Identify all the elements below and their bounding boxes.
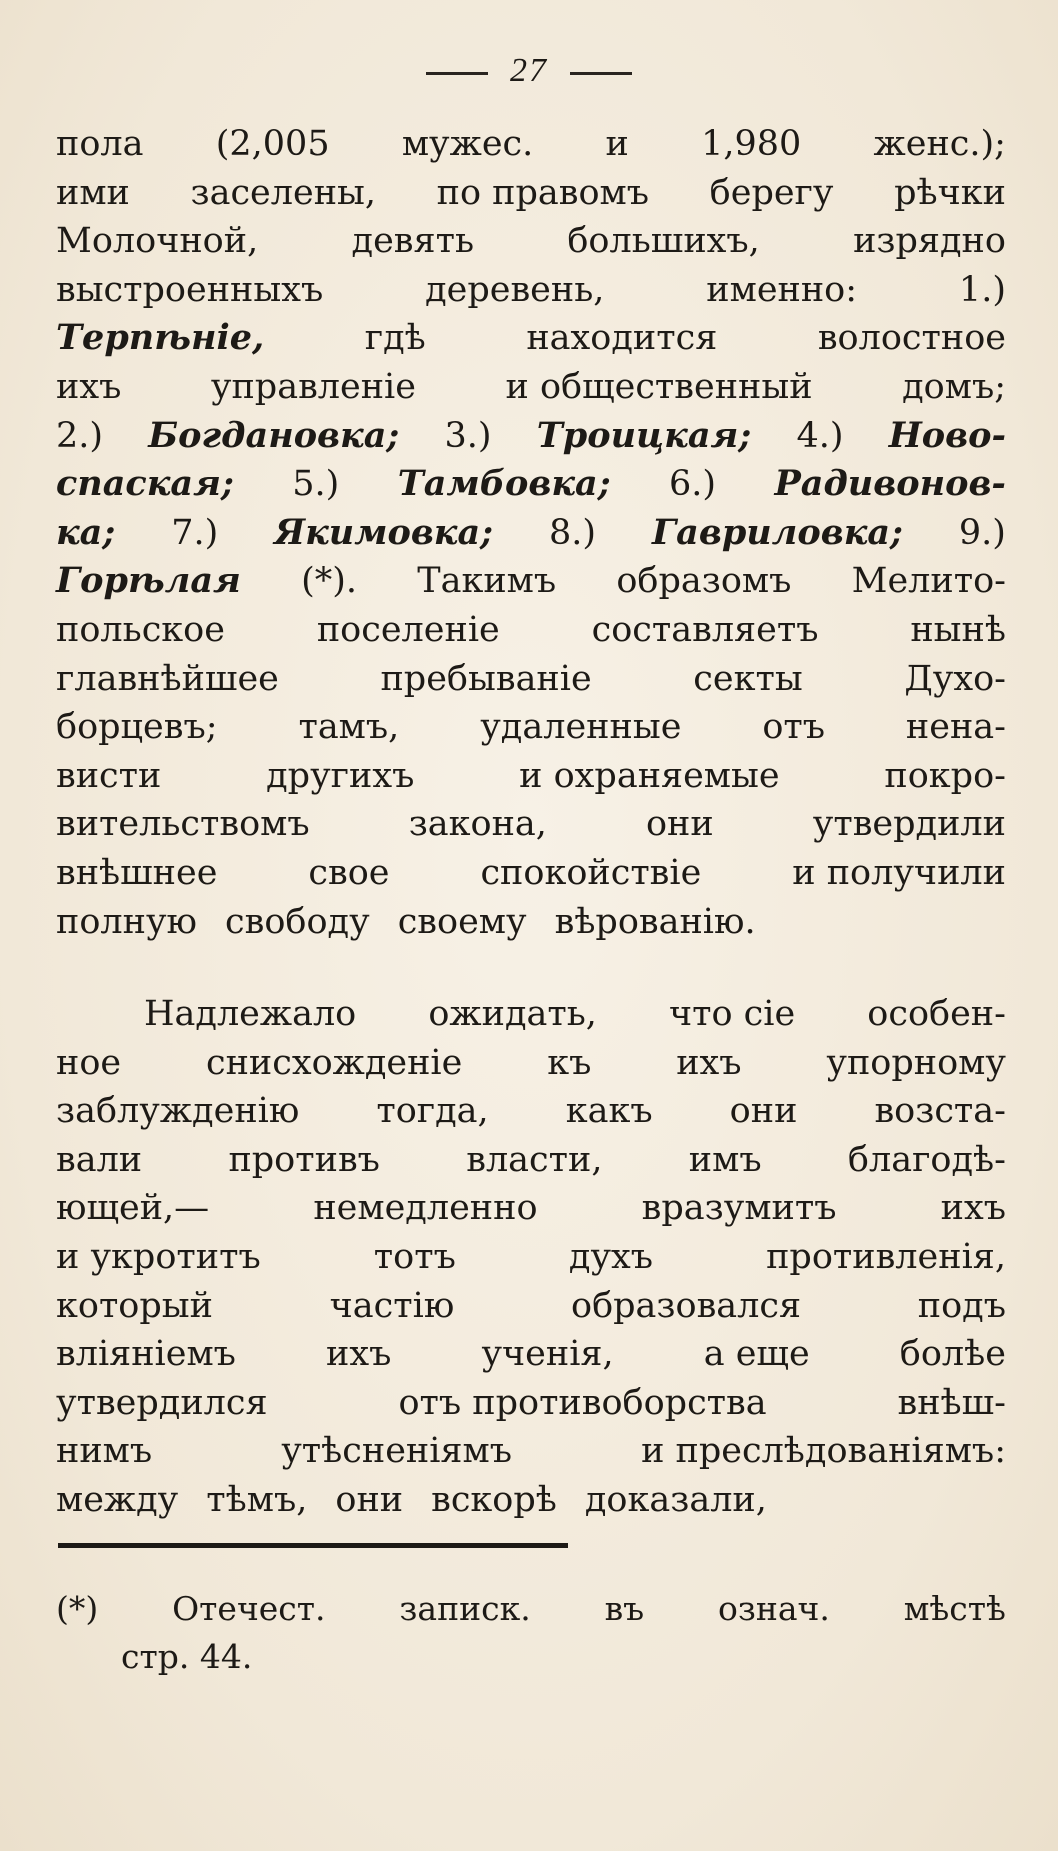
word: внѣшнее xyxy=(56,852,218,893)
footnote-line-2: стр. 44. xyxy=(121,1637,253,1676)
word: ученія, xyxy=(481,1334,614,1375)
word: тогда, xyxy=(376,1091,489,1132)
word: заблужденію xyxy=(56,1091,300,1132)
word: по правомъ xyxy=(436,172,650,213)
word: благодѣ- xyxy=(847,1139,1006,1180)
text-line xyxy=(56,849,1006,898)
footnote-word: мѣстѣ xyxy=(903,1589,1006,1628)
text-line xyxy=(56,509,1006,558)
word: спаская; xyxy=(56,463,234,505)
text-line xyxy=(56,1039,1006,1088)
word: частію xyxy=(329,1285,455,1326)
word: 5.) xyxy=(292,464,340,505)
word: вліяніемъ xyxy=(56,1334,236,1375)
word: особен- xyxy=(867,994,1006,1034)
word: полную xyxy=(56,901,198,942)
word: 4.) xyxy=(796,415,844,456)
header-dash-right xyxy=(570,72,632,75)
word: вительствомъ xyxy=(56,804,310,845)
word: Якимовка; xyxy=(274,511,494,553)
word: Богдановка; xyxy=(148,414,400,456)
word: тѣмъ, xyxy=(206,1479,308,1520)
word: какъ xyxy=(565,1091,653,1132)
text-line xyxy=(56,120,1006,169)
word: болѣе xyxy=(899,1334,1006,1375)
word: поселеніе xyxy=(316,609,500,650)
word: изрядно xyxy=(853,221,1006,262)
text-line xyxy=(56,990,1006,1039)
word: домъ; xyxy=(902,366,1006,407)
text-line xyxy=(56,1330,1006,1379)
word: 1.) xyxy=(958,269,1006,310)
word: (*). xyxy=(301,561,358,602)
word: утвердился xyxy=(56,1382,268,1423)
word: утвердили xyxy=(812,804,1006,845)
word: и преслѣдованіямъ: xyxy=(641,1431,1006,1472)
word: составляетъ xyxy=(591,609,819,650)
page-header xyxy=(0,52,1058,90)
word: закона, xyxy=(408,804,547,845)
word: вразумитъ xyxy=(641,1188,837,1229)
text-line xyxy=(56,655,1006,704)
text-line xyxy=(56,703,1006,752)
word: ихъ xyxy=(326,1334,392,1375)
word: и общественный xyxy=(505,366,813,407)
word: и xyxy=(605,124,629,164)
word: вѣрованію. xyxy=(554,901,756,942)
word: берегу xyxy=(709,172,834,213)
text-line xyxy=(56,1282,1006,1331)
word: пола xyxy=(56,124,144,164)
word: Надлежало xyxy=(144,994,357,1034)
footnote-word: означ. xyxy=(718,1589,830,1628)
word: 8.) xyxy=(549,512,597,553)
word: Ново- xyxy=(888,414,1006,456)
text-line xyxy=(56,1136,1006,1185)
word: ющей,— xyxy=(56,1188,210,1229)
word: духъ xyxy=(568,1236,654,1277)
word: находится xyxy=(526,318,718,359)
word: Троицкая; xyxy=(536,414,752,456)
footnote-line-1 xyxy=(56,1585,1006,1633)
word: нынѣ xyxy=(910,609,1006,650)
footnote-word: записк. xyxy=(399,1589,531,1628)
text-line xyxy=(56,1427,1006,1476)
word: подъ xyxy=(917,1285,1006,1326)
text-line xyxy=(56,1233,1006,1282)
header-dash-left xyxy=(426,72,488,75)
text-line xyxy=(56,752,1006,801)
word: Горѣлая xyxy=(56,560,241,602)
word: Мелито- xyxy=(851,561,1006,602)
word: 1,980 xyxy=(701,124,802,164)
word: девять xyxy=(351,221,475,262)
word: имъ xyxy=(688,1139,762,1180)
word: Тамбовка; xyxy=(397,463,611,505)
word: главнѣйшее xyxy=(56,658,279,699)
word: противъ xyxy=(228,1139,380,1180)
text-line xyxy=(56,412,1006,461)
footnote-word: Отечест. xyxy=(172,1589,326,1628)
word: къ xyxy=(547,1042,592,1083)
word: ихъ xyxy=(56,366,122,407)
word: Гавриловка; xyxy=(652,511,903,553)
text-line xyxy=(56,557,1006,606)
word: удаленные xyxy=(480,707,682,748)
word: покро- xyxy=(884,755,1006,796)
word: немедленно xyxy=(313,1188,538,1229)
word: 3.) xyxy=(444,415,492,456)
word: снисхожденіе xyxy=(205,1042,463,1083)
word: борцевъ; xyxy=(56,707,218,748)
footnote xyxy=(56,1585,1006,1681)
word: ихъ xyxy=(676,1042,742,1083)
text-line xyxy=(56,800,1006,849)
word: мужес. xyxy=(401,124,534,164)
word: отъ xyxy=(762,707,826,748)
paragraph-1 xyxy=(56,120,1006,946)
word: женс.); xyxy=(873,124,1006,164)
text-line xyxy=(56,217,1006,266)
word: Такимъ xyxy=(417,561,557,602)
word: свое xyxy=(308,852,390,893)
word: 9.) xyxy=(958,512,1006,553)
word: пребываніе xyxy=(380,658,592,699)
text-line xyxy=(56,1087,1006,1136)
word: именно: xyxy=(706,269,858,310)
word: спокойствіе xyxy=(480,852,702,893)
word: 7.) xyxy=(171,512,219,553)
word: Радивонов- xyxy=(774,463,1006,505)
word: доказали, xyxy=(584,1479,767,1520)
text-line xyxy=(56,363,1006,412)
text-line xyxy=(56,169,1006,218)
word: тотъ xyxy=(373,1236,456,1277)
word: другихъ xyxy=(266,755,415,796)
word: нена- xyxy=(905,707,1006,748)
word: образомъ xyxy=(616,561,792,602)
text-line xyxy=(56,266,1006,315)
word: они xyxy=(729,1091,798,1132)
word: образовался xyxy=(571,1285,802,1326)
word: нимъ xyxy=(56,1431,153,1472)
word: ими xyxy=(56,172,130,213)
word: управленіе xyxy=(210,366,416,407)
word: вскорѣ xyxy=(431,1479,557,1520)
word: выстроенныхъ xyxy=(56,269,324,310)
word: между xyxy=(56,1479,179,1520)
word: вали xyxy=(56,1139,143,1180)
text-line xyxy=(56,314,1006,363)
word: утѣсненіямъ xyxy=(281,1431,513,1472)
word: Терпѣніе, xyxy=(56,317,265,359)
word: ка; xyxy=(56,511,116,553)
word: рѣчки xyxy=(894,172,1006,213)
word: они xyxy=(335,1479,404,1520)
word: возста- xyxy=(874,1091,1006,1132)
word: своему xyxy=(397,901,527,942)
page-number: 27 xyxy=(510,52,548,89)
word: власти, xyxy=(466,1139,603,1180)
word: ное xyxy=(56,1042,122,1083)
word: отъ противоборства xyxy=(398,1382,767,1423)
word: 2.) xyxy=(56,415,104,456)
word: ожидать, xyxy=(428,994,597,1034)
word: волостное xyxy=(817,318,1006,359)
word: висти xyxy=(56,755,162,796)
word: который xyxy=(56,1285,213,1326)
text-line xyxy=(56,460,1006,509)
word: и укротитъ xyxy=(56,1236,261,1277)
word: польское xyxy=(56,609,225,650)
word: и охраняемые xyxy=(519,755,780,796)
word: а еще xyxy=(703,1334,810,1375)
word: заселены, xyxy=(190,172,377,213)
word: тамъ, xyxy=(298,707,400,748)
footnote-word: въ xyxy=(604,1589,645,1628)
word: и получили xyxy=(792,852,1006,893)
word: (2,005 xyxy=(215,124,330,164)
word: противленія, xyxy=(766,1236,1006,1277)
word: они xyxy=(645,804,714,845)
word: большихъ, xyxy=(567,221,760,262)
footnote-rule xyxy=(58,1543,568,1548)
word: секты xyxy=(693,658,803,699)
word: деревень, xyxy=(425,269,605,310)
word: что сіе xyxy=(668,994,796,1034)
word: внѣш- xyxy=(897,1382,1006,1423)
word: Молочной, xyxy=(56,221,259,262)
word: Духо- xyxy=(904,658,1006,699)
footnote-word: (*) xyxy=(56,1589,99,1628)
text-line xyxy=(56,1476,1006,1525)
word: ихъ xyxy=(940,1188,1006,1229)
word: 6.) xyxy=(669,464,717,505)
word: свободу xyxy=(225,901,370,942)
word: упорному xyxy=(826,1042,1006,1083)
text-line xyxy=(56,1184,1006,1233)
text-line xyxy=(56,898,1006,947)
word: гдѣ xyxy=(364,318,426,359)
paragraph-2 xyxy=(56,990,1006,1525)
text-line xyxy=(56,606,1006,655)
text-line xyxy=(56,1379,1006,1428)
